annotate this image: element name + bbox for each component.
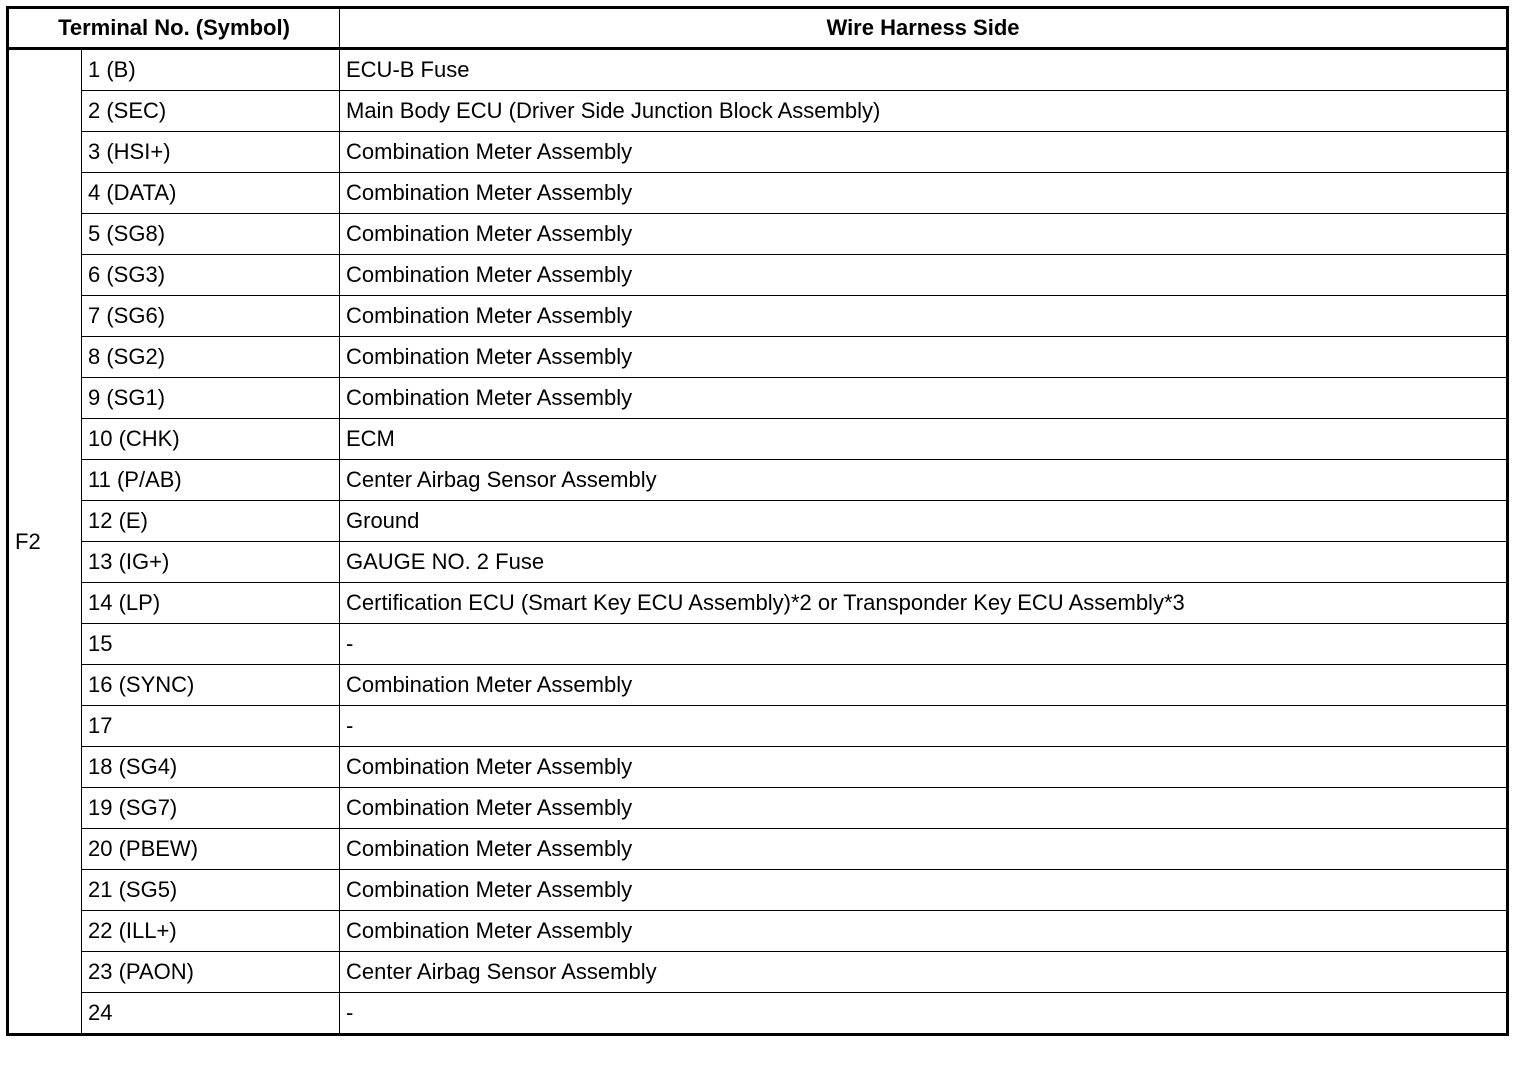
harness-cell: Center Airbag Sensor Assembly xyxy=(340,952,1508,993)
harness-cell: Combination Meter Assembly xyxy=(340,337,1508,378)
harness-cell: Center Airbag Sensor Assembly xyxy=(340,460,1508,501)
harness-cell: - xyxy=(340,993,1508,1035)
table-row xyxy=(8,296,1508,337)
terminal-cell: 5 (SG8) xyxy=(82,214,340,255)
harness-cell: Combination Meter Assembly xyxy=(340,214,1508,255)
harness-cell: Combination Meter Assembly xyxy=(340,870,1508,911)
harness-cell: Combination Meter Assembly xyxy=(340,378,1508,419)
table-row xyxy=(8,419,1508,460)
table-row xyxy=(8,255,1508,296)
harness-cell: Combination Meter Assembly xyxy=(340,132,1508,173)
table-row xyxy=(8,49,1508,91)
harness-cell: Combination Meter Assembly xyxy=(340,255,1508,296)
header-row xyxy=(8,8,1508,49)
terminal-cell: 7 (SG6) xyxy=(82,296,340,337)
terminal-cell: 4 (DATA) xyxy=(82,173,340,214)
table-row xyxy=(8,214,1508,255)
terminal-cell: 10 (CHK) xyxy=(82,419,340,460)
table-row xyxy=(8,583,1508,624)
harness-cell: Combination Meter Assembly xyxy=(340,829,1508,870)
table-row xyxy=(8,788,1508,829)
terminal-cell: 2 (SEC) xyxy=(82,91,340,132)
terminal-cell: 24 xyxy=(82,993,340,1035)
table-row xyxy=(8,337,1508,378)
harness-cell: ECM xyxy=(340,419,1508,460)
terminal-cell: 20 (PBEW) xyxy=(82,829,340,870)
table-body xyxy=(8,49,1508,1035)
harness-cell: GAUGE NO. 2 Fuse xyxy=(340,542,1508,583)
terminal-cell: 6 (SG3) xyxy=(82,255,340,296)
terminal-cell: 1 (B) xyxy=(82,49,340,91)
terminal-cell: 14 (LP) xyxy=(82,583,340,624)
terminal-cell: 8 (SG2) xyxy=(82,337,340,378)
terminal-column-header: Terminal No. (Symbol) xyxy=(8,8,340,49)
table-row xyxy=(8,952,1508,993)
terminal-cell: 13 (IG+) xyxy=(82,542,340,583)
table-row xyxy=(8,870,1508,911)
terminal-table xyxy=(6,6,1509,1036)
harness-cell: - xyxy=(340,706,1508,747)
terminal-cell: 21 (SG5) xyxy=(82,870,340,911)
terminal-cell: 18 (SG4) xyxy=(82,747,340,788)
terminal-cell: 16 (SYNC) xyxy=(82,665,340,706)
table-row xyxy=(8,460,1508,501)
harness-cell: Combination Meter Assembly xyxy=(340,296,1508,337)
table-row xyxy=(8,829,1508,870)
harness-cell: Combination Meter Assembly xyxy=(340,173,1508,214)
harness-cell: - xyxy=(340,624,1508,665)
table-row xyxy=(8,747,1508,788)
terminal-cell: 11 (P/AB) xyxy=(82,460,340,501)
table-row xyxy=(8,911,1508,952)
table-row xyxy=(8,173,1508,214)
terminal-cell: 3 (HSI+) xyxy=(82,132,340,173)
table-row xyxy=(8,993,1508,1035)
terminal-cell: 22 (ILL+) xyxy=(82,911,340,952)
terminal-cell: 17 xyxy=(82,706,340,747)
table-row xyxy=(8,665,1508,706)
table-row xyxy=(8,706,1508,747)
table-row xyxy=(8,501,1508,542)
harness-cell: Combination Meter Assembly xyxy=(340,788,1508,829)
harness-cell: Main Body ECU (Driver Side Junction Block Assembly) xyxy=(340,91,1508,132)
connector-id-cell: F2 xyxy=(8,49,82,1035)
harness-column-header: Wire Harness Side xyxy=(340,8,1508,49)
terminal-cell: 12 (E) xyxy=(82,501,340,542)
table-row xyxy=(8,91,1508,132)
terminal-cell: 19 (SG7) xyxy=(82,788,340,829)
harness-cell: Combination Meter Assembly xyxy=(340,747,1508,788)
harness-cell: ECU-B Fuse xyxy=(340,49,1508,91)
terminal-cell: 9 (SG1) xyxy=(82,378,340,419)
table-row xyxy=(8,378,1508,419)
table-row xyxy=(8,132,1508,173)
harness-cell: Ground xyxy=(340,501,1508,542)
table-row xyxy=(8,624,1508,665)
terminal-cell: 15 xyxy=(82,624,340,665)
terminal-cell: 23 (PAON) xyxy=(82,952,340,993)
harness-cell: Combination Meter Assembly xyxy=(340,911,1508,952)
harness-cell: Certification ECU (Smart Key ECU Assembly)*2 or Transponder Key ECU Assembly*3 xyxy=(340,583,1508,624)
table-row xyxy=(8,542,1508,583)
harness-cell: Combination Meter Assembly xyxy=(340,665,1508,706)
